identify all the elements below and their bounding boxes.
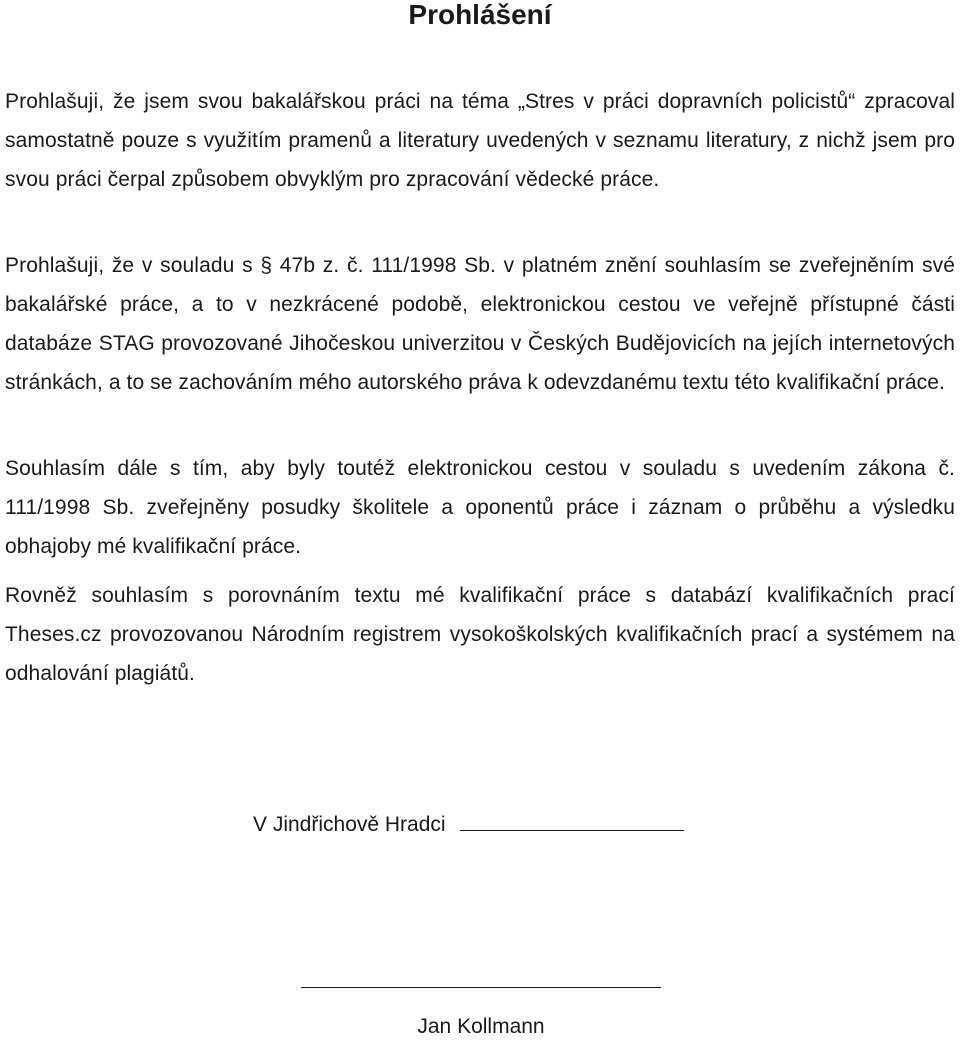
signature-line — [301, 987, 661, 988]
signer-name: Jan Kollmann — [417, 1015, 545, 1038]
paragraph-thesis-declaration: Prohlašuji, že jsem svou bakalářskou práci na téma „Stres v práci dopravních policistů“ zpracoval samostatně pouze s využitím pramenů a literatury uvedených v seznamu literatury, z nichž jsem pro svou práci čerpal způsobem obvyklým pro zpracování vědecké práce. — [5, 90, 955, 191]
place-date-line — [253, 808, 684, 842]
paragraph-publication-consent: Prohlašuji, že v souladu s § 47b z. č. 111/1998 Sb. v platném znění souhlasím se zveřejněním své bakalářské práce, a to v nezkrácené podobě, elektronickou cestou ve veřejně přístupné části databáze STAG provozované Jihočeskou univerzitou v Českých Budějovicích na jejích internetových stránkách, a to se zachováním mého autorského práva k odevzdanému textu této kvalifikační práce. — [5, 254, 955, 394]
place-label: V Jindřichově Hradci — [253, 813, 446, 836]
page-title: Prohlášení — [408, 0, 552, 30]
paragraph-review-consent: Souhlasím dále s tím, aby byly toutéž elektronickou cestou v souladu s uvedením zákona č. 111/1998 Sb. zveřejněny posudky školitele a oponentů práce i záznam o průběhu a výsledku obhajoby mé kvalifikační práce. — [5, 457, 955, 558]
paragraph-plagiarism-consent: Rovněž souhlasím s porovnáním textu mé kvalifikační práce s databází kvalifikačních prací Theses.cz provozovanou Národním registrem vysokoškolských kvalifikačních prací a systémem na odhalování plagiátů. — [5, 584, 955, 685]
date-blank-line — [460, 810, 684, 831]
